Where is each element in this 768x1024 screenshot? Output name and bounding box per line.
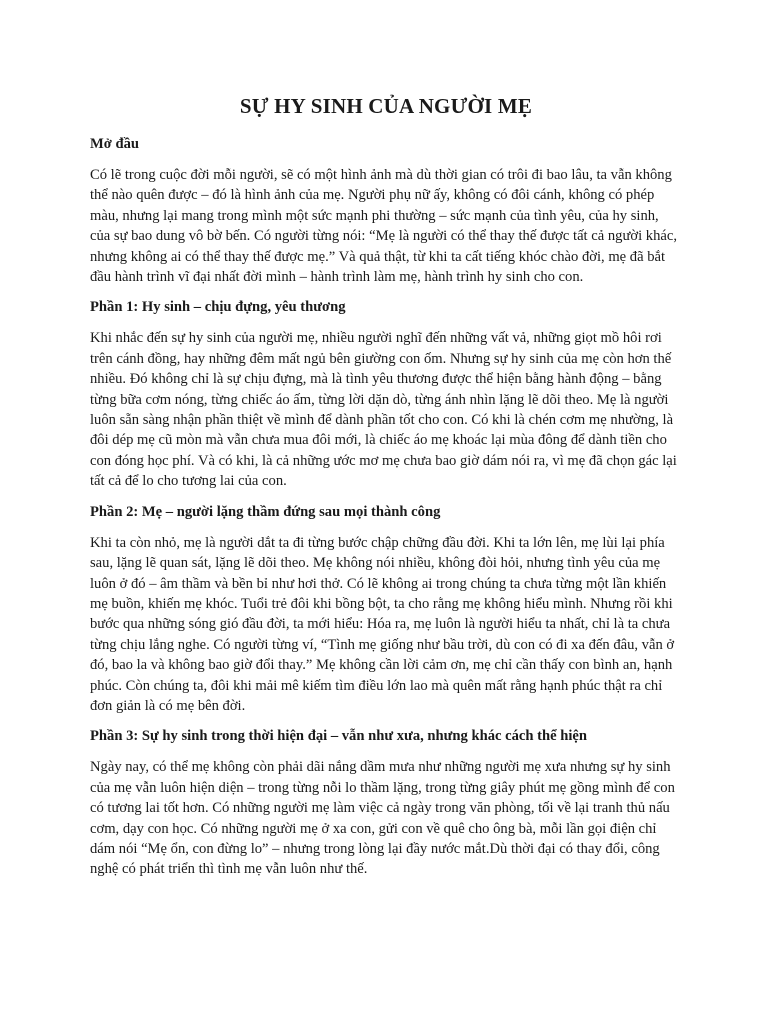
section-heading: Mở đầu — [90, 136, 140, 152]
document-title: SỰ HY SINH CỦA NGƯỜI MẸ — [239, 94, 533, 118]
section-part-2 — [90, 502, 682, 717]
section-paragraph: Ngày nay, có thể mẹ không còn phải dãi nắng dầm mưa như những người mẹ xưa nhưng sự hy sinh của mẹ vẫn luôn hiện diện – trong từng nỗi lo thầm lặng, trong từng giây phút mẹ gồng mình để con có tương lai tốt hơn. Có những người mẹ làm việc cả ngày trong văn phòng, tối về lại tranh thủ nấu cơm, dạy con học. Có những người mẹ ở xa con, gửi con về quê cho ông bà, mỗi lần gọi điện chỉ dám nói “Mẹ ổn, con đừng lo” – nhưng trong lòng lại đầy nước mắt.Dù thời đại có thay đổi, công nghệ có phát triển thì tình mẹ vẫn luôn như thế. — [90, 759, 675, 878]
document-page — [90, 92, 682, 890]
section-part-1 — [90, 297, 682, 491]
section-paragraph: Khi ta còn nhỏ, mẹ là người dắt ta đi từng bước chập chững đầu đời. Khi ta lớn lên, mẹ lùi lại phía sau, lặng lẽ quan sát, lặng lẽ dõi theo. Mẹ không nói nhiều, không đòi hỏi, nhưng tình yêu của mẹ luôn ở đó – âm thầm và bền bỉ như hơi thở. Có lẽ không ai trong chúng ta chưa từng một lần khiến mẹ buồn, khiến mẹ khóc. Tuổi trẻ đôi khi bồng bột, ta cho rằng mẹ không hiểu mình. Nhưng rồi khi bước qua những sóng gió đầu đời, ta mới hiểu: Hóa ra, mẹ luôn là người hiểu ta nhất, chỉ là ta chưa từng chịu lắng nghe. Có người từng ví, “Tình mẹ giống như bầu trời, dù con có đi xa đến đâu, vẫn ở đó, bao la và không bao giờ đổi thay.” Mẹ không cần lời cảm ơn, mẹ chỉ cần thấy con bình an, hạnh phúc. Còn chúng ta, đôi khi mải mê kiếm tìm điều lớn lao mà quên mất rằng hạnh phúc thật ra chỉ đơn giản là có mẹ bên đời. — [90, 534, 675, 714]
section-paragraph: Có lẽ trong cuộc đời mỗi người, sẽ có một hình ảnh mà dù thời gian có trôi đi bao lâu, ta vẫn không thể nào quên được – đó là hình ảnh của mẹ. Người phụ nữ ấy, không có đôi cánh, không có phép màu, nhưng lại mang trong mình một sức mạnh phi thường – sức mạnh của tình yêu, của hy sinh, của sự bao dung vô bờ bến. Có người từng nói: “Mẹ là người có thể thay thế được tất cả người khác, nhưng không ai có thể thay thế được mẹ.” Và quả thật, từ khi ta cất tiếng khóc chào đời, mẹ đã bắt đầu hành trình vĩ đại nhất đời mình – hành trình làm mẹ, hành trình hy sinh cho con. — [90, 167, 677, 286]
section-part-3 — [90, 726, 682, 879]
section-paragraph: Khi nhắc đến sự hy sinh của người mẹ, nhiều người nghĩ đến những vất vả, những giọt mồ hôi rơi trên cánh đồng, hay những đêm mất ngủ bên giường con ốm. Nhưng sự hy sinh của mẹ còn hơn thế nhiều. Đó không chỉ là sự chịu đựng, mà là tình yêu thương được thể hiện bằng hành động – bằng từng bữa cơm nóng, từng chiếc áo ấm, từng lời dặn dò, từng ánh nhìn lặng lẽ dõi theo. Mẹ là người luôn sẵn sàng nhận phần thiệt về mình để dành phần tốt cho con. Có khi là chén cơm mẹ nhường, là đôi dép mẹ cũ mòn mà vẫn chưa mua đôi mới, là chiếc áo mẹ khoác lại mùa đông để dành tiền cho con đóng học phí. Và có khi, là cả những ước mơ mẹ chưa bao giờ dám nói ra, vì mẹ đã chọn gác lại tất cả để lo cho tương lai của con. — [90, 330, 677, 490]
section-heading: Phần 3: Sự hy sinh trong thời hiện đại – vẫn như xưa, nhưng khác cách thể hiện — [90, 728, 587, 745]
section-heading: Phần 2: Mẹ – người lặng thầm đứng sau mọi thành công — [90, 503, 441, 520]
section-heading: Phần 1: Hy sinh – chịu đựng, yêu thương — [90, 299, 346, 316]
section-intro — [90, 134, 682, 287]
